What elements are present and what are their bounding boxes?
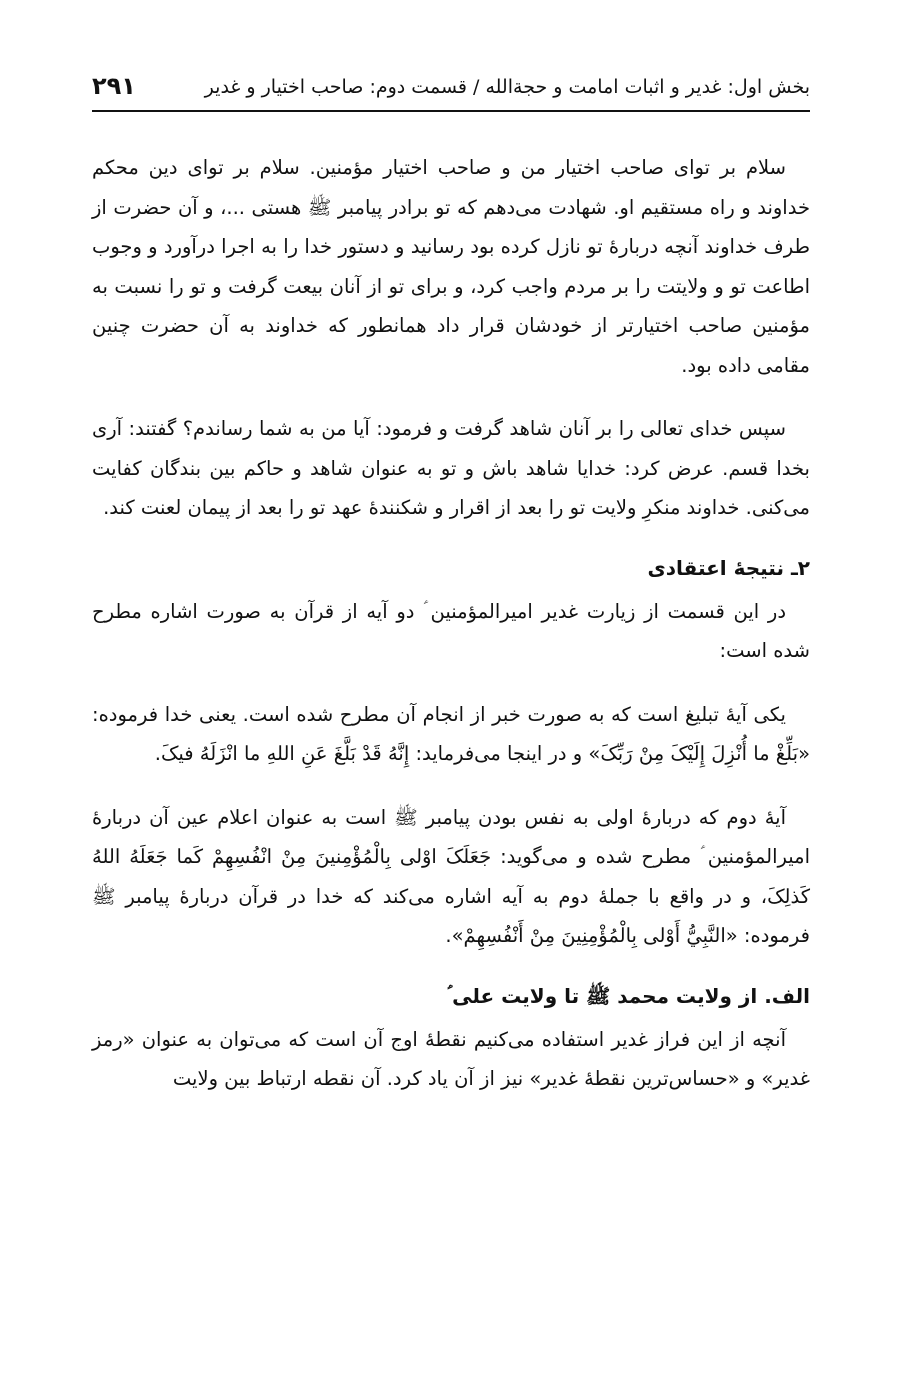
paragraph-salutation: سلام بر توای صاحب اختیار من و صاحب اختیار مؤمنین. سلام بر توای دین محکم خداوند و راه مستقیم او. شهادت می‌دهم که تو برادر پیامبر ﷺ هستی ...، و آن حضرت از طرف خداوند آنچه دربارۀ تو نازل کرده بود رسانید و دستور خدا را به اجرا درآورد و وجوب اطاعت تو و ولایتت را بر مردم واجب کرد، و برای تو از آنان بیعت گرفت و تو را نسبت به مؤمنین صاحب اختیارتر از خودشان قرار داد همانطور که خداوند به آن حضرت چنین مقامی داده بود. (92, 156, 810, 377)
paragraph-ghadir-secret: آنچه از این فراز غدیر استفاده می‌کنیم نقطۀ اوج آن است که می‌توان به عنوان «رمز غدیر» و «حساس‌ترین نقطۀ غدیر» نیز از آن یاد کرد. آن نقطه ارتباط بین ولایت (92, 1027, 810, 1090)
paragraph-two-verses: در این قسمت از زیارت غدیر امیرالمؤمنین ؑ دو آیه از قرآن به صورت اشاره مطرح شده است: (92, 599, 810, 662)
page-number: ۲۹۱ (92, 72, 136, 100)
running-header (92, 70, 810, 112)
quran-quote: جَعَلَکَ اوْلی بِالْمُؤْمِنینَ مِنْ انْفُسِهِمْ کَما جَعَلَهُ اللهُ کَذلِکَ (92, 845, 810, 908)
paragraph-second-verse (92, 798, 810, 956)
quran-quote: بَلِّغْ ما أُنْزِلَ إِلَيْکَ مِنْ رَبِّکَ (600, 742, 799, 765)
body-text (92, 148, 810, 1099)
quran-quote: إِنَّهُ قَدْ بَلَّغَ عَنِ اللهِ ما انْزَلَهُ فیکَ (160, 742, 410, 765)
section-heading-wilayah: الف. از ولایت محمد ﷺ تا ولایت علی ؑ (447, 983, 810, 1008)
paragraph-text: ، و در واقع با جملۀ دوم به آیه اشاره می‌کند که خدا در قرآن دربارۀ پیامبر ﷺ فرموده: « (92, 884, 810, 947)
paragraph-text: » و در اینجا می‌فرماید: (409, 742, 601, 765)
running-title: بخش اول: غدیر و اثبات امامت و حجة‌الله / قسمت دوم: صاحب اختیار و غدیر (204, 76, 810, 98)
paragraph-text: ». (445, 924, 464, 947)
paragraph-text: . (154, 742, 161, 765)
paragraph-tabligh-verse (92, 695, 810, 774)
paragraph-witness: سپس خدای تعالی را بر آنان شاهد گرفت و فرمود: آیا من به شما رساندم؟ گفتند: آری بخدا قسم. عرض کرد: خدایا شاهد باش و تو به عنوان شاهد و حاکم بین بندگان کفایت می‌کنی. خداوند منکرِ ولایت تو را بعد از اقرار و شکنندۀ عهد تو را بعد از پیمان لعنت کند. (92, 417, 810, 519)
section-heading-belief-result: ۲ـ نتیجۀ اعتقادی (647, 555, 810, 580)
book-page (92, 70, 810, 1090)
paragraph-text: یکی آیۀ تبلیغ است که به صورت خبر از انجام آن مطرح شده است. یعنی خدا فرموده: « (92, 702, 810, 765)
paragraph-text: آیۀ دوم که دربارۀ اولی به نفس بودن پیامبر ﷺ است به عنوان اعلام عین آن دربارۀ امیرالمؤمنین ؑ مطرح شده و می‌گوید: (92, 805, 810, 868)
quran-quote: النَّبِيُّ أَوْلی بِالْمُؤْمِنِينَ مِنْ أَنْفُسِهِمْ (463, 924, 726, 947)
